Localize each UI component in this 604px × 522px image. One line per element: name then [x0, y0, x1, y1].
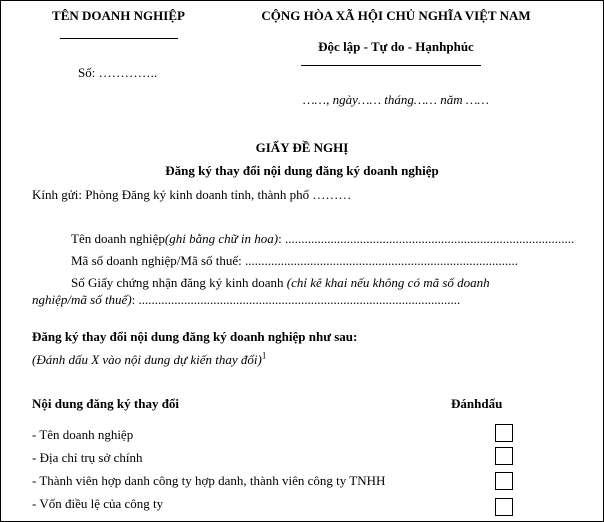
checkbox-charter-capital[interactable]: [495, 498, 513, 516]
certificate-hint-1: (chỉ kê khai nếu không có mã số doanh: [286, 275, 490, 290]
national-motto: Độc lập - Tự do - Hạnhphúc: [318, 39, 474, 54]
section-instruction: [32, 352, 266, 368]
national-title: CỘNG HÒA XÃ HỘI CHỦ NGHĨA VIỆT NAM: [261, 8, 531, 23]
checkbox-head-office[interactable]: [495, 447, 513, 465]
company-name-label: TÊN DOANH NGHIỆP: [52, 8, 185, 23]
tax-code-field: Mã số doanh nghiệp/Mã số thuế: ....................................................................................: [71, 253, 519, 268]
company-underline: [60, 38, 178, 39]
footnote-mark: 1: [261, 350, 267, 361]
table-row: - Vốn điều lệ của công ty: [32, 496, 164, 511]
company-name-hint: (ghi bằng chữ in hoa): [164, 231, 279, 246]
document-subtitle: Đăng ký thay đổi nội dung đăng ký doanh nghiệp: [165, 163, 439, 178]
date-line: ……, ngày…… tháng…… năm ……: [303, 92, 489, 107]
table-row: - Tên doanh nghiệp: [32, 427, 134, 442]
checkbox-members[interactable]: [495, 472, 513, 490]
company-name-field: [71, 231, 574, 247]
certificate-dots: : ...................................................................................................: [131, 292, 461, 307]
column-header-content: Nội dung đăng ký thay đổi: [32, 396, 180, 411]
table-row: - Địa chỉ trụ sở chính: [32, 450, 143, 465]
certificate-hint-2: nghiệp/mã số thuế): [32, 292, 132, 307]
certificate-field-cont: [32, 292, 460, 308]
table-row: - Thành viên hợp danh công ty hợp danh, thành viên công ty TNHH: [32, 473, 386, 488]
recipient-line: Kính gửi: Phòng Đăng ký kinh doanh tỉnh, thành phố ………: [32, 187, 352, 202]
instruction-text: (Đánh dấu X vào nội dung dự kiến thay đổi): [32, 352, 262, 367]
document-number: Số: …………..: [78, 65, 158, 80]
certificate-label: Số Giấy chứng nhận đăng ký kinh doanh: [71, 275, 284, 290]
company-name-label: Tên doanh nghiệp: [71, 231, 165, 246]
company-name-dots: : .........................................................................................: [278, 231, 575, 246]
document-title: GIẤY ĐỀ NGHỊ: [255, 140, 349, 155]
column-header-mark: Đánhdấu: [451, 396, 503, 411]
motto-underline: [301, 65, 481, 66]
certificate-field: [71, 275, 588, 291]
section-heading: Đăng ký thay đổi nội dung đăng ký doanh nghiệp như sau:: [32, 329, 358, 344]
checkbox-company-name[interactable]: [495, 424, 513, 442]
